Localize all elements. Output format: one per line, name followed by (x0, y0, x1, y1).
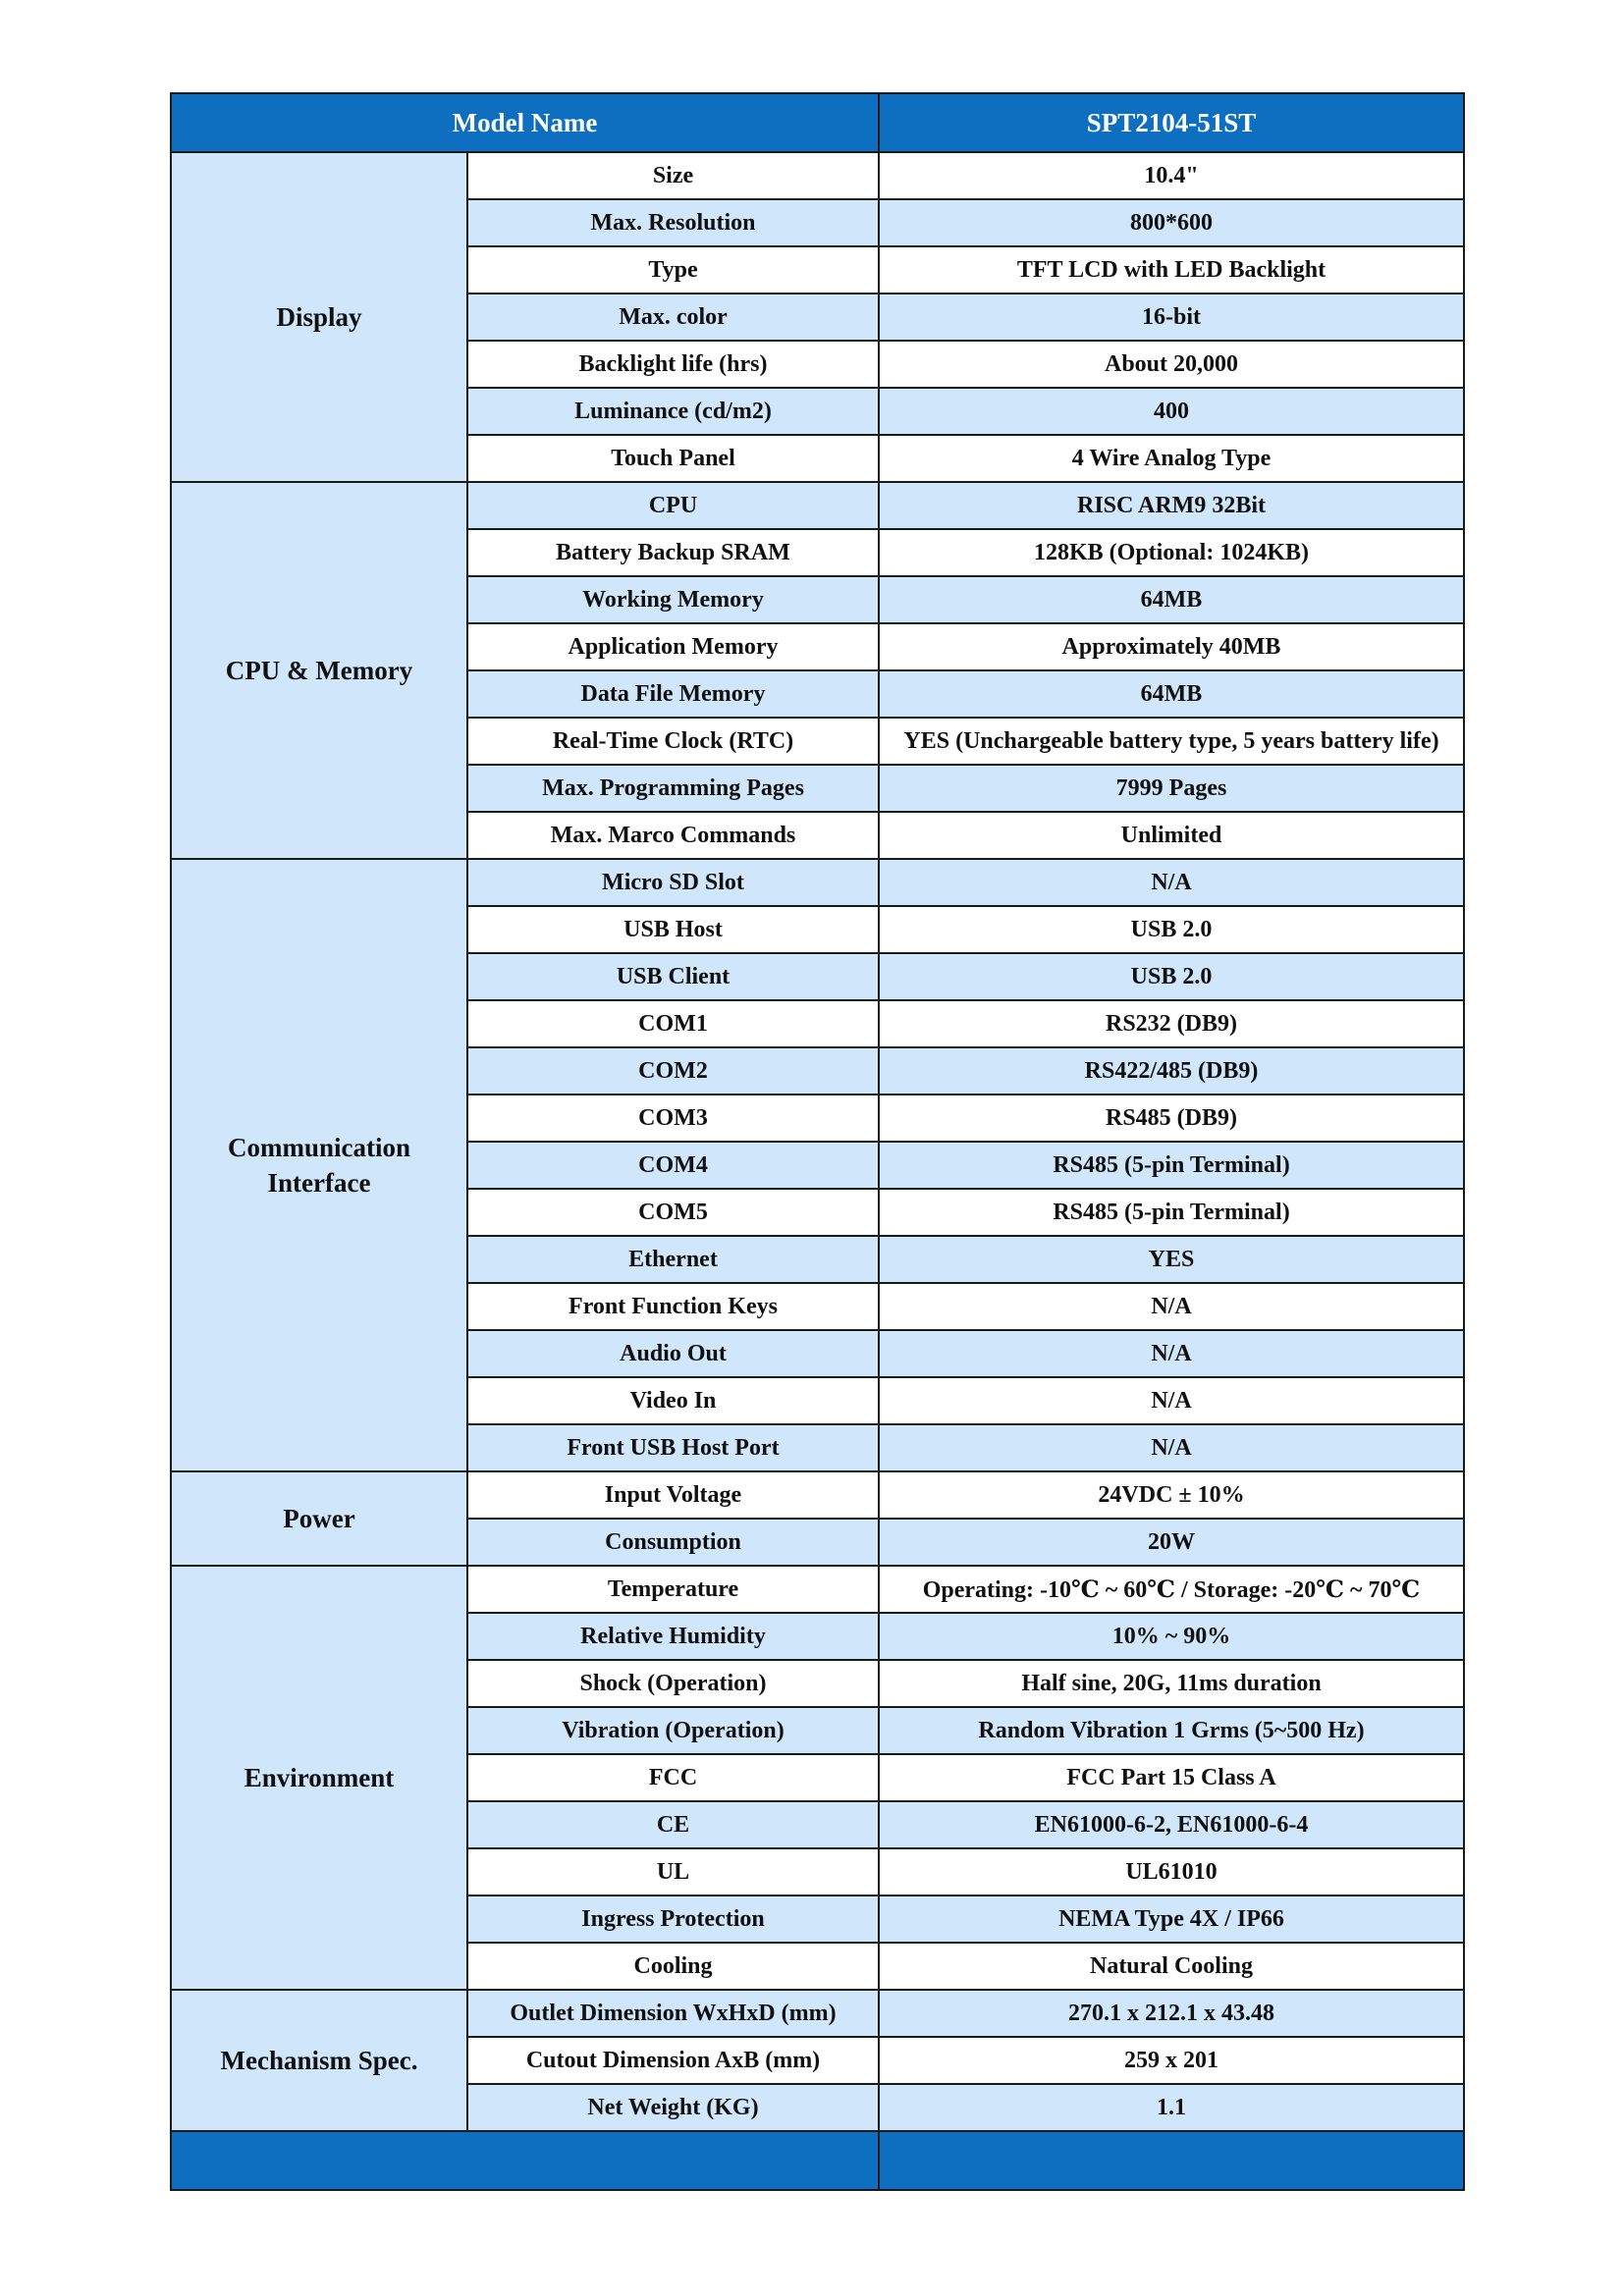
spec-value: 800*600 (879, 199, 1464, 246)
spec-label: Max. Marco Commands (467, 812, 879, 859)
group-label: CPU & Memory (171, 482, 467, 859)
spec-table (170, 92, 1465, 2191)
spec-label: Temperature (467, 1566, 879, 1613)
spec-value: Approximately 40MB (879, 623, 1464, 670)
spec-value: 10.4" (879, 152, 1464, 199)
table-row (171, 1990, 1464, 2037)
spec-label: Outlet Dimension WxHxD (mm) (467, 1990, 879, 2037)
spec-value: NEMA Type 4X / IP66 (879, 1896, 1464, 1943)
spec-label: Data File Memory (467, 670, 879, 718)
spec-table-body (171, 152, 1464, 2131)
table-row (171, 482, 1464, 529)
spec-label: Shock (Operation) (467, 1660, 879, 1707)
spec-label: COM5 (467, 1189, 879, 1236)
spec-label: Size (467, 152, 879, 199)
spec-value: 10% ~ 90% (879, 1613, 1464, 1660)
spec-value: N/A (879, 1377, 1464, 1424)
spec-value: Natural Cooling (879, 1943, 1464, 1990)
spec-value: N/A (879, 1330, 1464, 1377)
spec-value: 128KB (Optional: 1024KB) (879, 529, 1464, 576)
group-label: Display (171, 152, 467, 482)
spec-value: YES (879, 1236, 1464, 1283)
spec-label: Front Function Keys (467, 1283, 879, 1330)
spec-value: RISC ARM9 32Bit (879, 482, 1464, 529)
spec-label: Real-Time Clock (RTC) (467, 718, 879, 765)
spec-label: USB Host (467, 906, 879, 953)
spec-value: RS485 (5-pin Terminal) (879, 1142, 1464, 1189)
spec-label: Ingress Protection (467, 1896, 879, 1943)
spec-value: 20W (879, 1519, 1464, 1566)
spec-value: N/A (879, 859, 1464, 906)
spec-label: Max. Resolution (467, 199, 879, 246)
spec-value: 1.1 (879, 2084, 1464, 2131)
spec-label: COM3 (467, 1095, 879, 1142)
spec-value: FCC Part 15 Class A (879, 1754, 1464, 1801)
spec-value: RS232 (DB9) (879, 1000, 1464, 1047)
spec-value: 64MB (879, 670, 1464, 718)
spec-label: Max. Programming Pages (467, 765, 879, 812)
spec-label: Luminance (cd/m2) (467, 388, 879, 435)
spec-label: Consumption (467, 1519, 879, 1566)
spec-label: COM1 (467, 1000, 879, 1047)
spec-label: Type (467, 246, 879, 294)
spec-value: RS485 (DB9) (879, 1095, 1464, 1142)
spec-value: N/A (879, 1424, 1464, 1471)
spec-label: FCC (467, 1754, 879, 1801)
spec-value: 259 x 201 (879, 2037, 1464, 2084)
spec-label: Audio Out (467, 1330, 879, 1377)
table-header-row (171, 93, 1464, 152)
spec-value: RS485 (5-pin Terminal) (879, 1189, 1464, 1236)
spec-label: Cutout Dimension AxB (mm) (467, 2037, 879, 2084)
spec-label: COM4 (467, 1142, 879, 1189)
spec-value: EN61000-6-2, EN61000-6-4 (879, 1801, 1464, 1848)
spec-value: 24VDC ± 10% (879, 1471, 1464, 1519)
table-row (171, 859, 1464, 906)
spec-value: YES (Unchargeable battery type, 5 years battery life) (879, 718, 1464, 765)
spec-label: Relative Humidity (467, 1613, 879, 1660)
spec-label: UL (467, 1848, 879, 1896)
spec-label: COM2 (467, 1047, 879, 1095)
spec-value: 4 Wire Analog Type (879, 435, 1464, 482)
footer-cell-left (171, 2131, 879, 2190)
spec-label: Net Weight (KG) (467, 2084, 879, 2131)
model-name-label: Model Name (171, 93, 879, 152)
spec-value: Unlimited (879, 812, 1464, 859)
spec-value: Operating: -10℃ ~ 60℃ / Storage: -20℃ ~ 70℃ (879, 1566, 1464, 1613)
spec-label: Touch Panel (467, 435, 879, 482)
spec-label: Vibration (Operation) (467, 1707, 879, 1754)
spec-label: Micro SD Slot (467, 859, 879, 906)
spec-value: TFT LCD with LED Backlight (879, 246, 1464, 294)
spec-value: 270.1 x 212.1 x 43.48 (879, 1990, 1464, 2037)
table-row (171, 1471, 1464, 1519)
spec-label: Front USB Host Port (467, 1424, 879, 1471)
spec-label: Video In (467, 1377, 879, 1424)
group-label: Mechanism Spec. (171, 1990, 467, 2131)
spec-label: USB Client (467, 953, 879, 1000)
table-footer-row (171, 2131, 1464, 2190)
group-label: Environment (171, 1566, 467, 1990)
spec-label: CPU (467, 482, 879, 529)
spec-label: CE (467, 1801, 879, 1848)
spec-value: USB 2.0 (879, 953, 1464, 1000)
spec-value: N/A (879, 1283, 1464, 1330)
spec-value: About 20,000 (879, 341, 1464, 388)
spec-value: USB 2.0 (879, 906, 1464, 953)
group-label: Power (171, 1471, 467, 1566)
spec-label: Application Memory (467, 623, 879, 670)
spec-label: Backlight life (hrs) (467, 341, 879, 388)
spec-label: Battery Backup SRAM (467, 529, 879, 576)
spec-value: Random Vibration 1 Grms (5~500 Hz) (879, 1707, 1464, 1754)
spec-label: Input Voltage (467, 1471, 879, 1519)
spec-label: Max. color (467, 294, 879, 341)
spec-label: Cooling (467, 1943, 879, 1990)
spec-value: RS422/485 (DB9) (879, 1047, 1464, 1095)
spec-label: Working Memory (467, 576, 879, 623)
spec-value: UL61010 (879, 1848, 1464, 1896)
spec-value: 64MB (879, 576, 1464, 623)
spec-value: Half sine, 20G, 11ms duration (879, 1660, 1464, 1707)
spec-label: Ethernet (467, 1236, 879, 1283)
spec-value: 16-bit (879, 294, 1464, 341)
model-name-value: SPT2104-51ST (879, 93, 1464, 152)
group-label: Communication Interface (171, 859, 467, 1471)
spec-value: 400 (879, 388, 1464, 435)
table-row (171, 1566, 1464, 1613)
footer-cell-right (879, 2131, 1464, 2190)
table-row (171, 152, 1464, 199)
spec-value: 7999 Pages (879, 765, 1464, 812)
